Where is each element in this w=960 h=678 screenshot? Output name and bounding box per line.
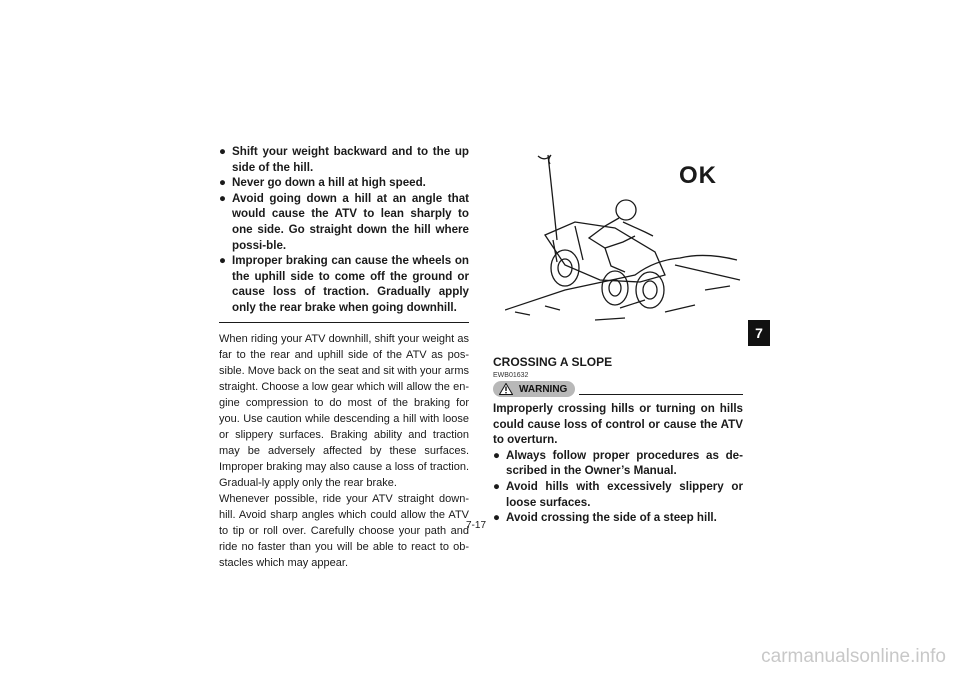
- section-heading: CROSSING A SLOPE: [493, 355, 613, 369]
- warning-label: WARNING: [519, 383, 568, 395]
- bullet-icon: ●: [493, 448, 501, 462]
- bullet-icon: ●: [219, 145, 227, 158]
- warning-text: Improperly crossing hills or turning on hills could cause loss of control or cause the ATV to overturn.: [493, 402, 743, 447]
- list-item: ● Never go down a hill at high speed.: [219, 176, 426, 190]
- list-item: ● Avoid crossing the side of a steep hill.: [493, 511, 717, 525]
- warning-header: [493, 381, 743, 397]
- warning-triangle-icon: [499, 383, 513, 395]
- bullet-icon: ●: [219, 176, 227, 190]
- list-item: ● Avoid going down a hill at an angle that would cause the ATV to lean sharply to one side. Go straight down the hill where possi-ble.: [219, 191, 469, 252]
- right-column: [493, 355, 743, 526]
- footer-watermark: carmanualsonline.info: [761, 646, 946, 667]
- body-paragraph: Whenever possible, ride your ATV straight down-hill. Avoid sharp angles which could allow the ATV to tip or roll over. Carefully choose your path and ride no faster than you will be able to react to ob-stacles which may appear.: [219, 492, 469, 569]
- list-item: ● Improper braking can cause the wheels on the uphill side to come off the ground or cause loss of traction. Gradually apply only the rear brake when going downhill.: [219, 254, 469, 314]
- chapter-tab: 7: [748, 320, 770, 346]
- bullet-icon: ●: [219, 191, 227, 205]
- bullet-icon: ●: [219, 254, 227, 268]
- page-number: 7-17: [466, 520, 487, 531]
- list-item: ● Avoid hills with excessively slippery or loose surfaces.: [493, 479, 743, 509]
- divider: [219, 322, 469, 323]
- bullet-icon: ●: [493, 511, 501, 525]
- warning-rule: [579, 394, 743, 395]
- ok-label: OK: [679, 162, 717, 189]
- list-item: ● Always follow proper procedures as de-scribed in the Owner’s Manual.: [493, 448, 743, 478]
- left-column: [219, 144, 469, 571]
- warning-bullet-list: [493, 448, 743, 526]
- bullet-icon: ●: [493, 479, 501, 493]
- body-paragraph: When riding your ATV downhill, shift your weight as far to the rear and uphill side of the ATV as pos-sible. Move back on the seat and sit with your arms straight. Choose a low gear which will allow the en-gine compression to do most of the braking for you. Use caution while descending a hill with loose or slippery surfaces. Braking ability and traction may be adversely affected by these surfaces. Improper braking may also cause a loss of traction. Gradual-ly apply only the rear brake.: [219, 332, 469, 489]
- list-item: ● Shift your weight backward and to the up side of the hill.: [219, 145, 469, 174]
- warning-code: EWB01632: [493, 372, 529, 379]
- safety-bullet-list: [219, 144, 469, 316]
- warning-badge: [493, 381, 575, 397]
